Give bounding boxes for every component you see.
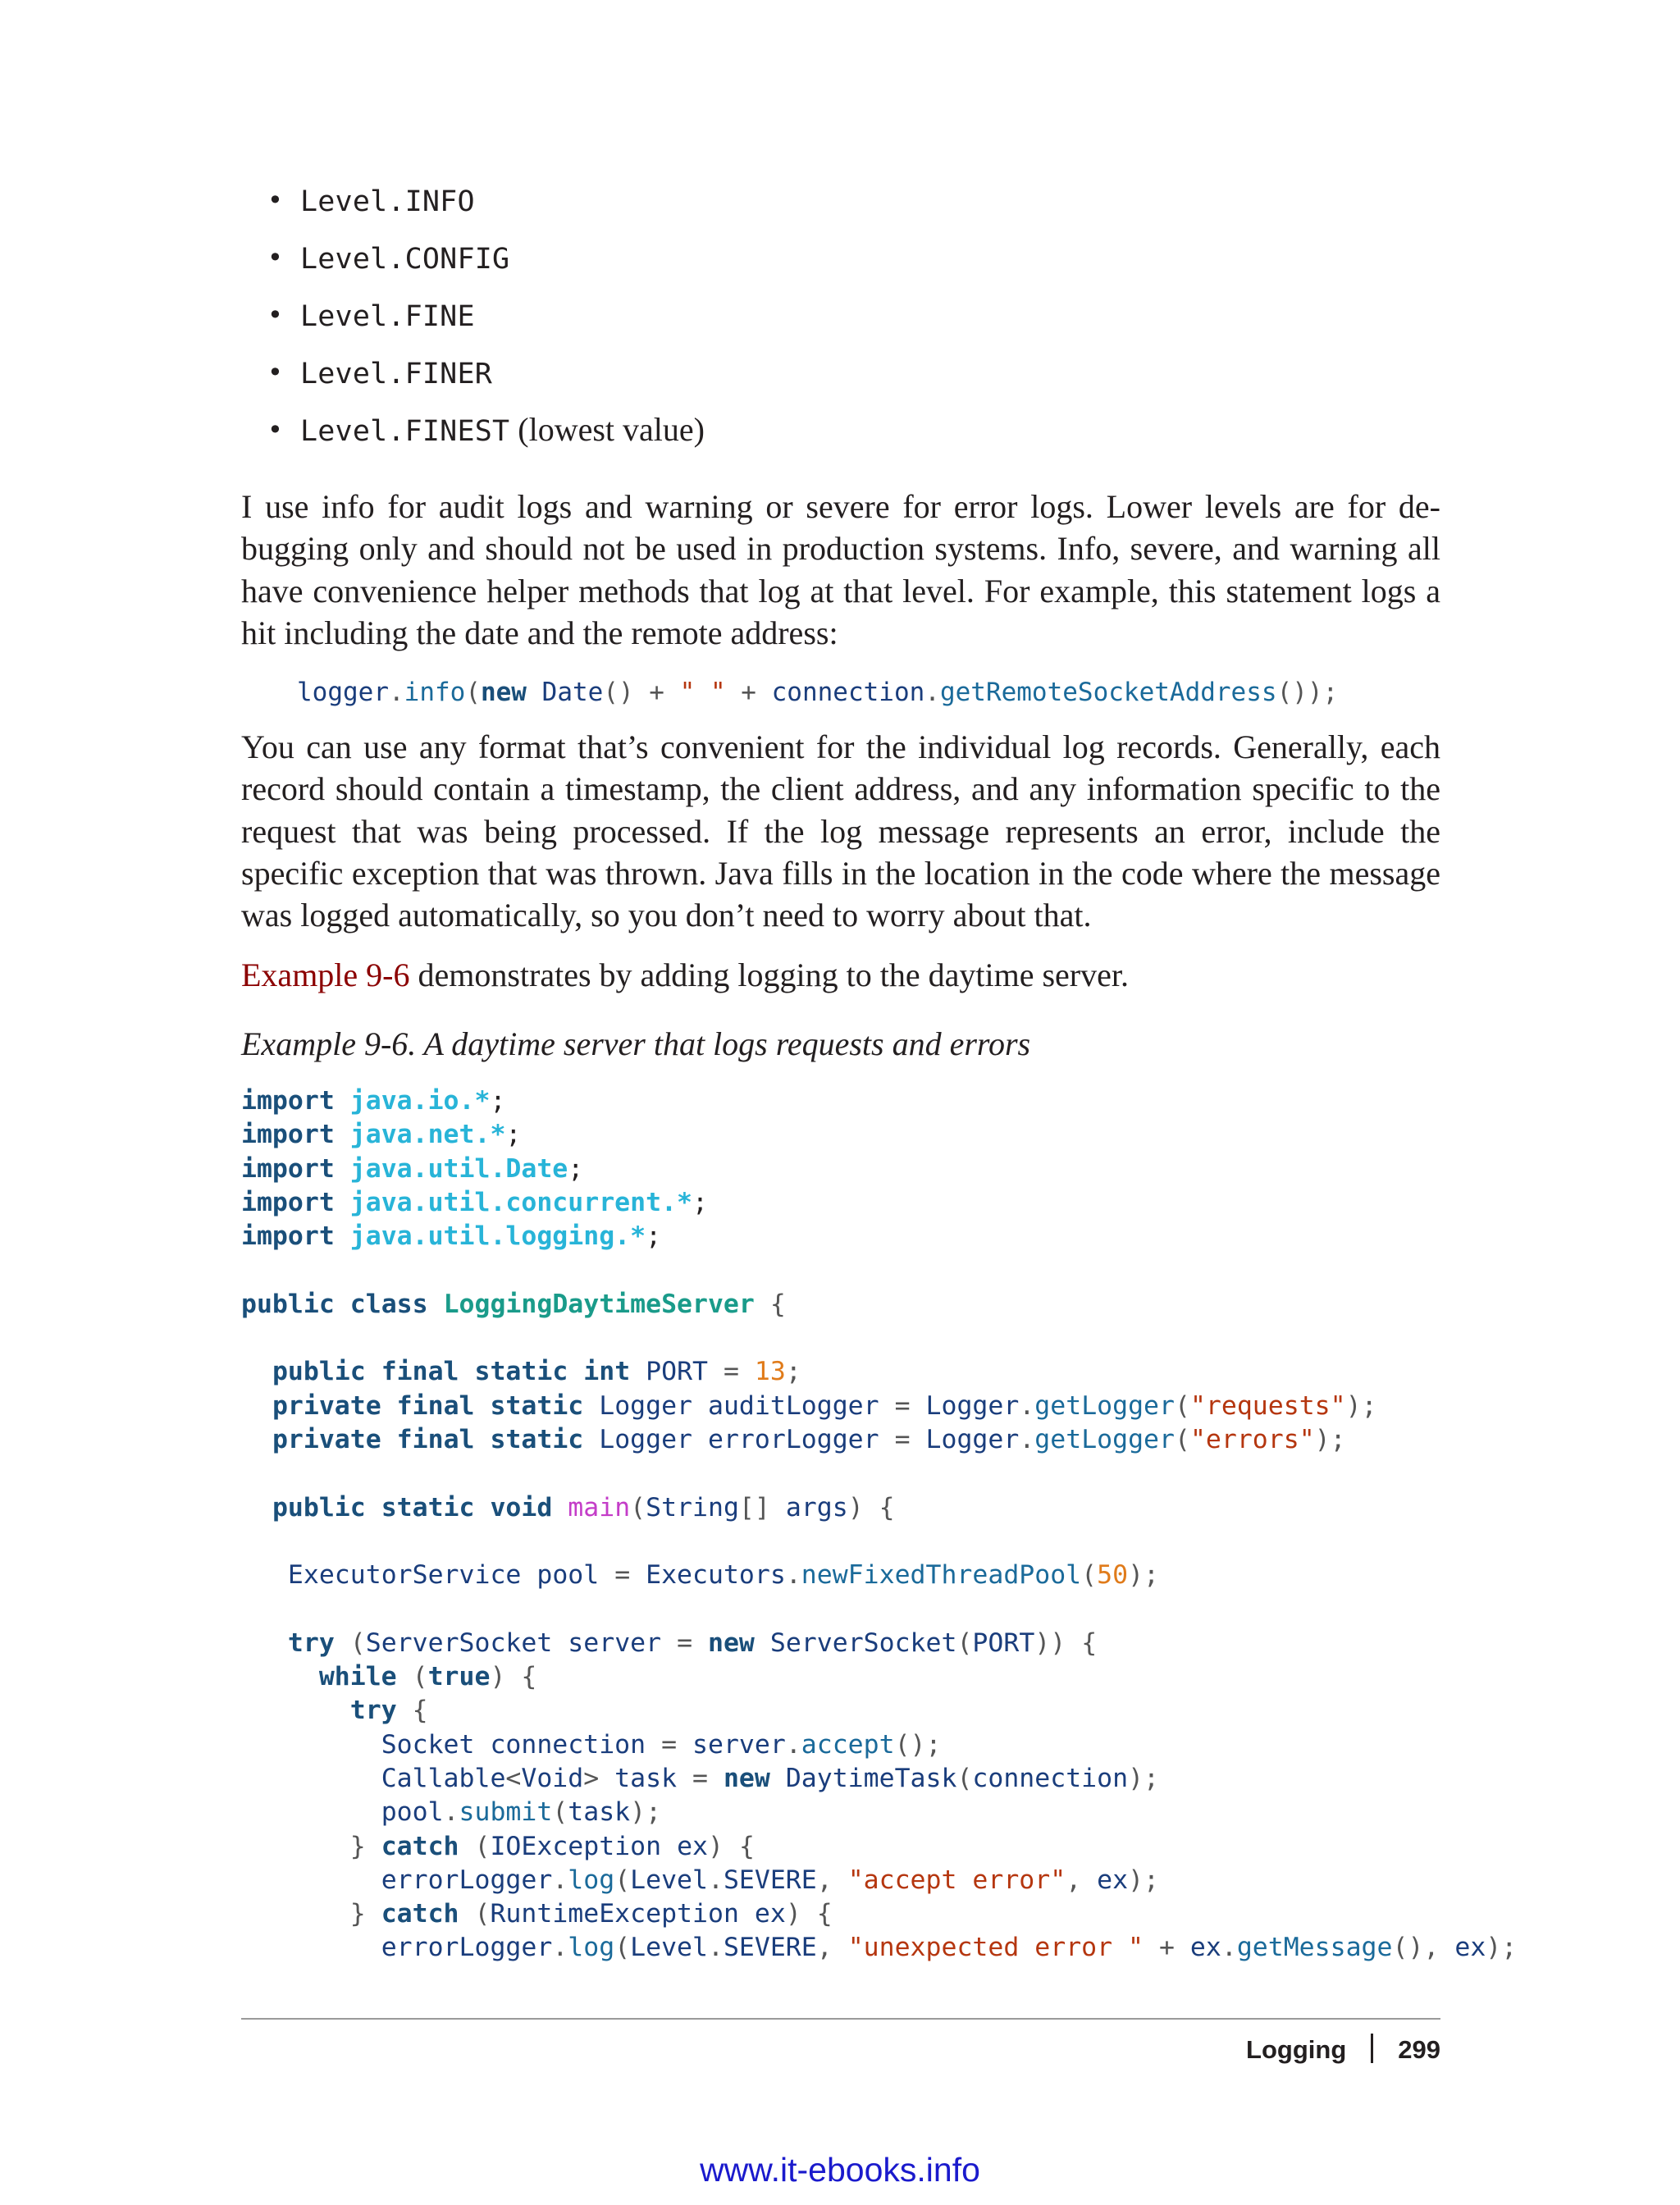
- log-level-list: [261, 179, 705, 466]
- example-cross-reference-link[interactable]: Example 9-6: [241, 956, 410, 993]
- code-line: while (true) {: [318, 1662, 537, 1692]
- code-line: private final static Logger errorLogger = Logger.getLogger("errors");: [272, 1424, 1346, 1454]
- code-line: Socket connection = server.accept();: [381, 1729, 942, 1760]
- list-item: [261, 409, 705, 466]
- list-item: [261, 351, 705, 409]
- paragraph-log-format: You can use any format that’s convenient for the individual log records. Generally, each record should contain a timestamp, the client address, and any information specific to the request that was being processed. If the log message represents an error, include the specific exception that was thrown. Java fills in the location in the code where the message was logged automatically, so you don’t need to worry about that.: [241, 728, 1440, 934]
- code-line: [241, 1525, 1517, 1559]
- paragraph-example-intro: [241, 954, 1440, 996]
- code-line: import java.io.*;: [241, 1086, 506, 1116]
- code-line: [241, 1457, 1517, 1491]
- list-item: [261, 179, 705, 236]
- code-line: [241, 1322, 1517, 1355]
- inline-code-example: logger.info(new Date() + " " + connection.getRemoteSocketAddress());: [297, 678, 1339, 707]
- code-line: try (ServerSocket server = new ServerSocket(PORT)) {: [287, 1628, 1098, 1658]
- code-line: import java.util.logging.*;: [241, 1221, 662, 1252]
- watermark-link[interactable]: www.it-ebooks.info: [700, 2151, 980, 2189]
- code-line: errorLogger.log(Level.SEVERE, "accept error", ex);: [381, 1865, 1160, 1895]
- list-item: [261, 236, 705, 294]
- code-line: [241, 1592, 1517, 1626]
- code-line: } catch (IOException ex) {: [349, 1831, 755, 1861]
- list-item: [261, 294, 705, 351]
- footer-divider: [241, 2018, 1440, 2020]
- level-code: Level.CONFIG: [300, 243, 510, 276]
- code-line: public class LoggingDaytimeServer {: [241, 1289, 786, 1319]
- level-code: Level.FINE: [300, 300, 475, 333]
- page-number: 299: [1398, 2035, 1440, 2064]
- code-line: } catch (RuntimeException ex) {: [349, 1899, 833, 1929]
- code-line: pool.submit(task);: [381, 1797, 662, 1828]
- footer-separator: [1371, 2034, 1373, 2063]
- level-code: Level.FINEST: [300, 415, 510, 448]
- code-line: [241, 1253, 1517, 1287]
- level-note: (lowest value): [509, 411, 705, 448]
- paragraph-example-text: demonstrates by adding logging to the daytime server.: [409, 956, 1129, 993]
- code-listing: [241, 1084, 1517, 1965]
- level-code: Level.FINER: [300, 358, 492, 390]
- code-line: errorLogger.log(Level.SEVERE, "unexpected error " + ex.getMessage(), ex);: [381, 1933, 1518, 1963]
- example-caption: Example 9-6. A daytime server that logs requests and errors: [241, 1025, 1031, 1062]
- code-line: try {: [349, 1696, 428, 1726]
- code-line: public static void main(String[] args) {: [272, 1492, 895, 1522]
- paragraph-log-levels: I use info for audit logs and warning or severe for error logs. Lower levels are for debugging only and should not be used in production systems. Info, severe, and warning all have convenience helper methods that log at that level. For example, this statement logs a hit including the date and the remote address:: [241, 488, 1440, 651]
- running-footer: [1246, 2030, 1440, 2070]
- footer-section-title: Logging: [1246, 2035, 1347, 2064]
- code-line: public final static int PORT = 13;: [272, 1357, 801, 1387]
- code-line: Callable<Void> task = new DaytimeTask(connection);: [381, 1763, 1159, 1793]
- code-line: import java.util.Date;: [241, 1153, 584, 1184]
- code-line: import java.util.concurrent.*;: [241, 1187, 708, 1217]
- code-line: private final static Logger auditLogger = Logger.getLogger("requests");: [272, 1390, 1377, 1421]
- level-code: Level.INFO: [300, 185, 475, 218]
- code-line: ExecutorService pool = Executors.newFixedThreadPool(50);: [287, 1560, 1159, 1591]
- code-line: import java.net.*;: [241, 1120, 522, 1150]
